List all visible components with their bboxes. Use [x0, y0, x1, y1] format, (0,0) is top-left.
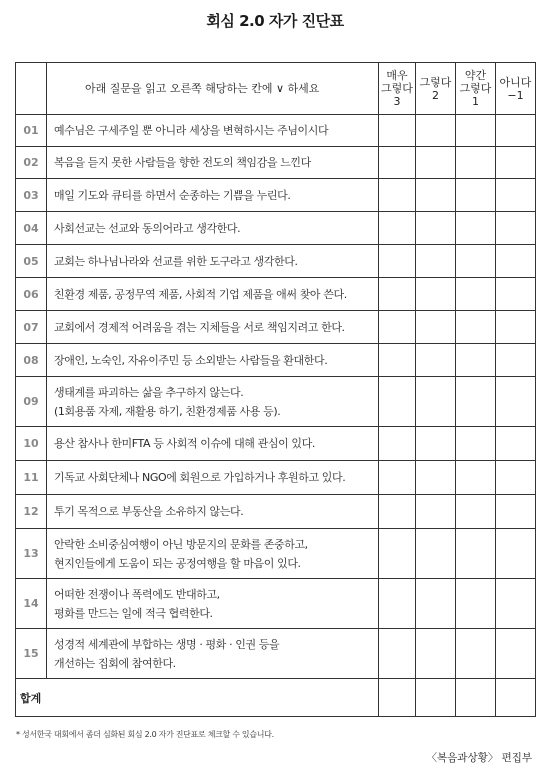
header-col-strongly-agree [379, 63, 416, 115]
col-score: −1 [507, 88, 524, 102]
question-number: 04 [16, 212, 47, 245]
col-label: 그렇다 [419, 75, 452, 89]
col-score: 1 [472, 95, 479, 108]
question-number: 02 [16, 147, 47, 179]
check-cell-1[interactable] [456, 147, 496, 179]
check-cell-2[interactable] [416, 147, 456, 179]
question-text [47, 311, 379, 344]
check-cell-minus1[interactable] [496, 311, 536, 344]
check-cell-minus1[interactable] [496, 179, 536, 212]
check-cell-minus1[interactable] [496, 212, 536, 245]
question-line: 생태계를 파괴하는 삶을 추구하지 않는다. [54, 385, 244, 399]
question-row [16, 529, 536, 579]
check-cell-2[interactable] [416, 212, 456, 245]
header-col-somewhat-agree [456, 63, 496, 115]
col-score: 3 [393, 95, 401, 108]
check-cell-minus1[interactable] [496, 245, 536, 278]
check-cell-1[interactable] [456, 427, 496, 461]
question-line: 복음을 듣지 못한 사람들을 향한 전도의 책임감을 느낀다 [54, 156, 311, 169]
check-cell-minus1[interactable] [496, 529, 536, 579]
check-cell-1[interactable] [456, 377, 496, 427]
check-cell-2[interactable] [416, 579, 456, 629]
question-number: 13 [16, 529, 47, 579]
check-cell-3[interactable] [379, 179, 416, 212]
check-cell-3[interactable] [379, 278, 416, 311]
question-line: 사회선교는 선교와 동의어라고 생각한다. [54, 221, 241, 235]
check-cell-2[interactable] [416, 115, 456, 147]
check-cell-1[interactable] [456, 495, 496, 529]
question-line: 현지인들에게 도움이 되는 공정여행을 할 마음이 있다. [54, 556, 301, 570]
total-cell-3[interactable] [379, 679, 416, 717]
check-cell-minus1[interactable] [496, 629, 536, 679]
check-cell-2[interactable] [416, 377, 456, 427]
check-cell-2[interactable] [416, 461, 456, 495]
check-cell-minus1[interactable] [496, 115, 536, 147]
check-cell-1[interactable] [456, 529, 496, 579]
question-line: 개선하는 집회에 참여한다. [54, 656, 176, 670]
check-cell-3[interactable] [379, 212, 416, 245]
check-cell-2[interactable] [416, 245, 456, 278]
question-text [47, 179, 379, 212]
question-text [47, 344, 379, 377]
check-cell-3[interactable] [379, 115, 416, 147]
check-cell-3[interactable] [379, 579, 416, 629]
check-cell-1[interactable] [456, 212, 496, 245]
question-row [16, 245, 536, 278]
col-score: 2 [432, 88, 439, 102]
check-cell-3[interactable] [379, 529, 416, 579]
question-text [47, 461, 379, 495]
check-cell-2[interactable] [416, 344, 456, 377]
header-instruction: 아래 질문을 읽고 오른쪽 해당하는 칸에 ∨ 하세요 [47, 63, 379, 115]
check-cell-1[interactable] [456, 311, 496, 344]
total-cell-minus1[interactable] [496, 679, 536, 717]
question-row [16, 461, 536, 495]
check-cell-1[interactable] [456, 629, 496, 679]
question-line: 안락한 소비중심여행이 아닌 방문지의 문화를 존중하고, [54, 537, 308, 551]
page-title: 회심 2.0 자가 진단표 [206, 12, 344, 30]
question-number: 01 [16, 115, 47, 147]
self-diagnosis-table [15, 62, 536, 717]
check-cell-1[interactable] [456, 179, 496, 212]
question-text [47, 212, 379, 245]
check-cell-minus1[interactable] [496, 427, 536, 461]
check-cell-2[interactable] [416, 311, 456, 344]
question-line: 예수님은 구세주일 뿐 아니라 세상을 변혁하시는 주님이시다 [54, 124, 329, 137]
header-col-agree [416, 63, 456, 115]
question-text [47, 377, 379, 427]
check-cell-3[interactable] [379, 427, 416, 461]
question-line: 매일 기도와 큐티를 하면서 순종하는 기쁨을 누린다. [54, 188, 291, 202]
question-row [16, 377, 536, 427]
header-row [16, 63, 536, 115]
check-cell-2[interactable] [416, 179, 456, 212]
col-label: 약간 그렇다 [459, 69, 492, 95]
check-cell-minus1[interactable] [496, 461, 536, 495]
check-cell-1[interactable] [456, 461, 496, 495]
check-cell-3[interactable] [379, 495, 416, 529]
check-cell-1[interactable] [456, 278, 496, 311]
question-line: 투기 목적으로 부동산을 소유하지 않는다. [54, 505, 244, 518]
total-label: 합계 [16, 679, 379, 717]
question-row [16, 344, 536, 377]
question-number: 03 [16, 179, 47, 212]
check-cell-2[interactable] [416, 427, 456, 461]
check-cell-minus1[interactable] [496, 147, 536, 179]
question-row [16, 179, 536, 212]
question-number: 11 [16, 461, 47, 495]
check-cell-3[interactable] [379, 245, 416, 278]
question-text [47, 529, 379, 579]
question-row [16, 147, 536, 179]
col-label: 아니다 [499, 75, 532, 89]
question-text [47, 115, 379, 147]
check-cell-2[interactable] [416, 529, 456, 579]
check-cell-minus1[interactable] [496, 579, 536, 629]
question-text [47, 278, 379, 311]
header-col-disagree [496, 63, 536, 115]
question-number: 08 [16, 344, 47, 377]
col-label: 매우 그렇다 [381, 69, 413, 95]
total-row [16, 679, 536, 717]
question-number: 07 [16, 311, 47, 344]
check-cell-2[interactable] [416, 495, 456, 529]
question-row [16, 311, 536, 344]
question-row [16, 579, 536, 629]
question-row [16, 495, 536, 529]
footnote: * 성서한국 대회에서 좀더 심화된 회심 2.0 자가 진단표로 체크할 수 있습니다. [16, 730, 274, 739]
question-row [16, 278, 536, 311]
question-line: 장애인, 노숙인, 자유이주민 등 소외받는 사람들을 환대한다. [54, 353, 328, 367]
header-number-cell [16, 63, 47, 115]
question-line: 기독교 사회단체나 NGO에 회원으로 가입하거나 후원하고 있다. [54, 471, 346, 484]
question-text [47, 245, 379, 278]
total-cell-2[interactable] [416, 679, 456, 717]
question-number: 06 [16, 278, 47, 311]
question-number: 10 [16, 427, 47, 461]
question-line: 용산 참사나 한미FTA 등 사회적 이슈에 대해 관심이 있다. [54, 437, 315, 450]
check-cell-3[interactable] [379, 377, 416, 427]
check-cell-minus1[interactable] [496, 377, 536, 427]
check-cell-2[interactable] [416, 278, 456, 311]
question-line: 어떠한 전쟁이나 폭력에도 반대하고, [54, 587, 220, 601]
total-cell-1[interactable] [456, 679, 496, 717]
question-number: 14 [16, 579, 47, 629]
check-cell-2[interactable] [416, 629, 456, 679]
question-text [47, 579, 379, 629]
question-row [16, 427, 536, 461]
question-text [47, 147, 379, 179]
check-cell-1[interactable] [456, 344, 496, 377]
check-cell-1[interactable] [456, 245, 496, 278]
question-text [47, 629, 379, 679]
question-number: 09 [16, 377, 47, 427]
question-text [47, 427, 379, 461]
check-cell-3[interactable] [379, 629, 416, 679]
check-cell-3[interactable] [379, 311, 416, 344]
check-cell-1[interactable] [456, 115, 496, 147]
question-line: 평화를 만드는 일에 적극 협력한다. [54, 606, 213, 620]
check-cell-3[interactable] [379, 344, 416, 377]
check-cell-3[interactable] [379, 147, 416, 179]
question-line: 교회는 하나님나라와 선교를 위한 도구라고 생각한다. [54, 254, 298, 268]
question-number: 15 [16, 629, 47, 679]
check-cell-minus1[interactable] [496, 495, 536, 529]
question-line: 친환경 제품, 공정무역 제품, 사회적 기업 제품을 애써 찾아 쓴다. [54, 287, 347, 301]
question-number: 12 [16, 495, 47, 529]
question-number: 05 [16, 245, 47, 278]
question-row [16, 212, 536, 245]
question-row [16, 629, 536, 679]
credit: 〈복음과상황〉 편집부 [426, 752, 532, 764]
question-row [16, 115, 536, 147]
question-line: 성경적 세계관에 부합하는 생명 · 평화 · 인권 등을 [54, 637, 280, 651]
question-text [47, 495, 379, 529]
check-cell-minus1[interactable] [496, 278, 536, 311]
question-line: (1회용품 자제, 재활용 하기, 친환경제품 사용 등). [54, 404, 281, 418]
check-cell-1[interactable] [456, 579, 496, 629]
check-cell-3[interactable] [379, 461, 416, 495]
question-line: 교회에서 경제적 어려움을 겪는 지체들을 서로 책임지려고 한다. [54, 320, 345, 334]
check-cell-minus1[interactable] [496, 344, 536, 377]
